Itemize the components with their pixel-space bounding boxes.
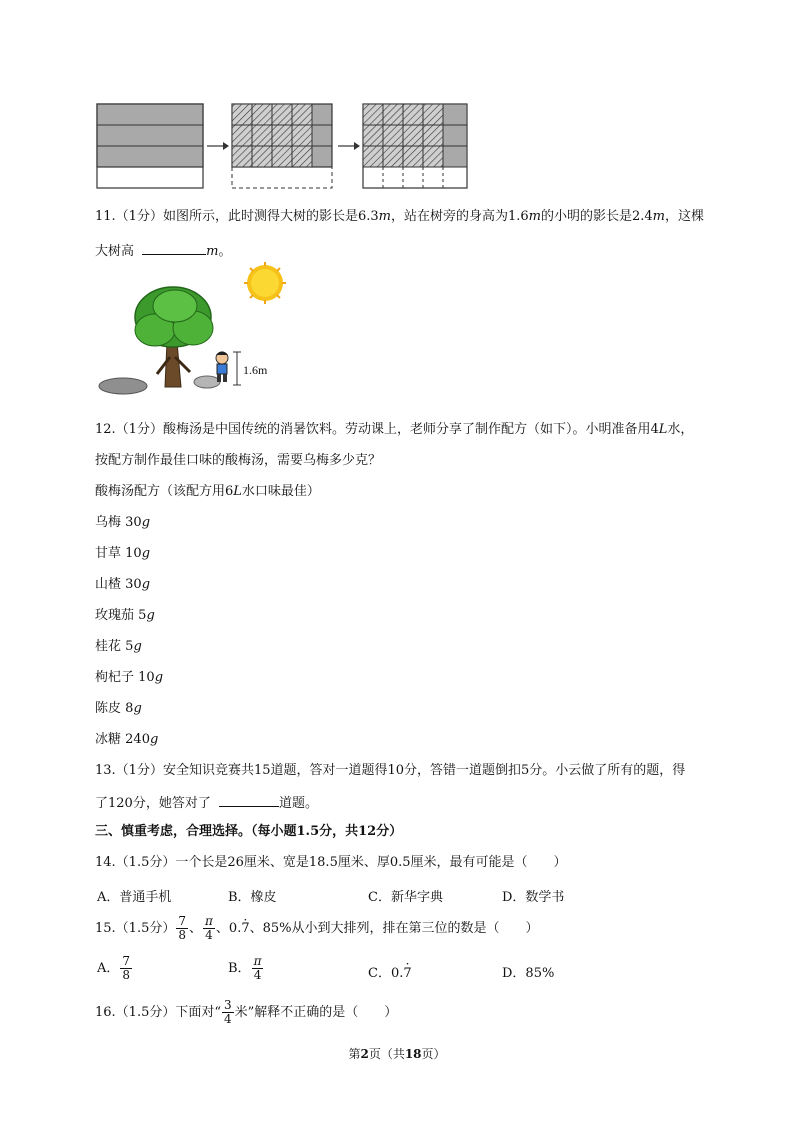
ingredient-item: 桂花 5g [95, 639, 142, 654]
height-label: 1.6m [243, 363, 268, 377]
fraction-multiplication-figure [95, 102, 475, 192]
q16-stem: 16.（1.5分）下面对“ $\frac{3}{4}$ 米”解释不正确的是（ ） [95, 998, 398, 1026]
boy-icon [216, 352, 228, 383]
q11-line2: 大树高 m。 [95, 240, 232, 262]
rectangle-one-shaded [97, 104, 203, 188]
ingredient-item: 枸杞子 10g [95, 670, 164, 685]
q11-line1: 11.（1分）如图所示，此时测得大树的影长是6.3m，站在树旁的身高为1.6m的小明的影长是2.4m，这棵 [95, 209, 704, 224]
ingredient-item: 山楂 30g [95, 577, 151, 592]
fraction: $\frac{7}{8}$ [122, 954, 131, 982]
rectangle-two-hatched [232, 104, 332, 188]
q14-stem: 14.（1.5分）一个长是26厘米、宽是18.5厘米、厚0.5厘米，最有可能是（ ） [95, 855, 567, 870]
section-heading: 三、慎重考虑，合理选择。（每小题1.5分，共12分） [95, 824, 403, 839]
fraction: $\frac{\pi}{4}$ [205, 914, 213, 942]
page-footer: 第2页（共18页） [348, 1047, 446, 1061]
boy-shadow [194, 376, 220, 388]
height-marker [233, 352, 241, 385]
q15-stem: 15.（1.5分） $\frac{7}{8}$ 、 $\frac{\pi}{4}$ 、0.· 7、85%从小到大排列，排在第三位的数是（ ） [95, 914, 539, 944]
option-d[interactable]: D．数学书 [502, 890, 565, 905]
option-b[interactable]: B．橡皮 [228, 890, 277, 905]
rectangle-three-grid [363, 104, 467, 188]
tree-shadow [99, 378, 147, 394]
option-c[interactable]: C．0.· 7 [368, 962, 412, 981]
sun-icon [244, 262, 286, 304]
ingredient-item: 陈皮 8g [95, 701, 142, 716]
tree-shadow-figure [95, 262, 295, 397]
ingredient-item: 玫瑰茄 5g [95, 608, 155, 623]
answer-blank[interactable] [219, 792, 279, 807]
recipe-title: 酸梅汤配方（该配方用6L水口味最佳） [95, 484, 320, 499]
fraction: $\frac{7}{8}$ [178, 914, 186, 942]
repeating-decimal-digit: · 7 [241, 914, 249, 944]
q13-line1: 13.（1分）安全知识竞赛共15道题，答对一道题得10分，答错一道题倒扣5分。小云做了所有的题，得 [95, 763, 686, 778]
ingredient-item: 乌梅 30g [95, 515, 151, 530]
fraction: $\frac{\pi}{4}$ [253, 954, 262, 982]
option-a[interactable]: A．普通手机 [97, 890, 172, 905]
option-d[interactable]: D．85% [502, 966, 555, 981]
fraction: $\frac{3}{4}$ [224, 998, 232, 1026]
option-a[interactable]: A． $\frac{7}{8}$ [97, 954, 131, 982]
q12-line2: 按配方制作最佳口味的酸梅汤，需要乌梅多少克？ [95, 453, 382, 468]
option-c[interactable]: C．新华字典 [368, 890, 443, 905]
ingredient-item: 甘草 10g [95, 546, 151, 561]
q12-line1: 12.（1分）酸梅汤是中国传统的消暑饮料。劳动课上，老师分享了制作配方（如下）。小明准备用4L水， [95, 422, 694, 437]
arrow-icon [338, 142, 360, 150]
ingredient-item: 冰糖 240g [95, 732, 159, 747]
answer-blank[interactable] [142, 240, 206, 255]
option-b[interactable]: B． $\frac{\pi}{4}$ [228, 954, 262, 982]
q13-line2: 了120分，她答对了 道题。 [95, 792, 318, 814]
arrow-icon [207, 142, 229, 150]
tree-icon [135, 287, 213, 387]
